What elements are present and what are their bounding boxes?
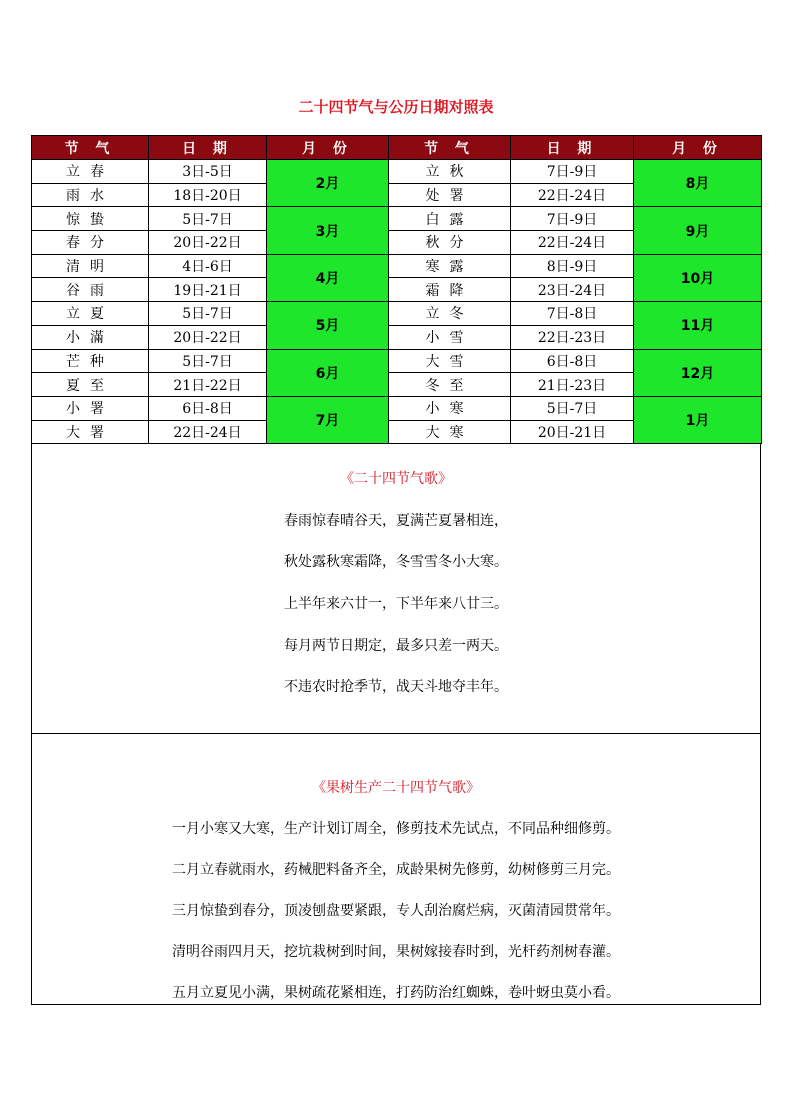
- term-cell: 立夏: [32, 302, 149, 326]
- date-cell: 6日-8日: [511, 349, 634, 373]
- song2-line: 二月立春就雨水，药械肥料备齐全，成龄果树先修剪，幼树修剪三月完。: [172, 862, 620, 878]
- month-cell: 5月: [267, 302, 389, 349]
- date-cell: 7日-9日: [511, 160, 634, 184]
- date-cell: 5日-7日: [149, 207, 267, 231]
- term-cell: 惊蛰: [32, 207, 149, 231]
- month-cell: 7月: [267, 396, 389, 443]
- song2-title: 《果树生产二十四节气歌》: [312, 780, 480, 796]
- term-cell: 冬至: [389, 373, 511, 397]
- header-date-left: 日 期: [149, 136, 267, 160]
- date-cell: 7日-8日: [511, 302, 634, 326]
- date-cell: 3日-5日: [149, 160, 267, 184]
- term-cell: 雨水: [32, 183, 149, 207]
- header-term-right: 节 气: [389, 136, 511, 160]
- date-cell: 5日-7日: [149, 349, 267, 373]
- date-cell: 21日-23日: [511, 373, 634, 397]
- song1-line: 春雨惊春晴谷天，夏满芒夏暑相连，: [284, 513, 508, 529]
- solar-terms-song-box: [31, 444, 761, 734]
- month-cell: 1月: [634, 396, 762, 443]
- table-row: [32, 302, 762, 326]
- song1-line: 不违农时抢季节，战天斗地夺丰年。: [284, 679, 508, 695]
- term-cell: 谷雨: [32, 278, 149, 302]
- table-row: [32, 396, 762, 420]
- song1-line: 每月两节日期定，最多只差一两天。: [284, 638, 508, 654]
- header-month-right: 月 份: [634, 136, 762, 160]
- month-cell: 12月: [634, 349, 762, 396]
- term-cell: 大署: [32, 420, 149, 444]
- date-cell: 22日-23日: [511, 325, 634, 349]
- term-cell: 处署: [389, 183, 511, 207]
- month-cell: 10月: [634, 254, 762, 301]
- term-cell: 寒露: [389, 254, 511, 278]
- term-cell: 小寒: [389, 396, 511, 420]
- term-cell: 立春: [32, 160, 149, 184]
- date-cell: 22日-24日: [511, 183, 634, 207]
- table-row: [32, 160, 762, 184]
- term-cell: 大雪: [389, 349, 511, 373]
- term-cell: 小滿: [32, 325, 149, 349]
- month-cell: 2月: [267, 160, 389, 207]
- date-cell: 22日-24日: [511, 231, 634, 255]
- song1-line: 秋处露秋寒霜降，冬雪雪冬小大寒。: [284, 554, 508, 570]
- month-cell: 11月: [634, 302, 762, 349]
- header-term-left: 节 气: [32, 136, 149, 160]
- term-cell: 霜降: [389, 278, 511, 302]
- month-cell: 4月: [267, 254, 389, 301]
- date-cell: 7日-9日: [511, 207, 634, 231]
- term-cell: 立冬: [389, 302, 511, 326]
- song2-line: 清明谷雨四月天，挖坑栽树到时间，果树嫁接春时到，光杆药剂树春灌。: [172, 944, 620, 960]
- date-cell: 23日-24日: [511, 278, 634, 302]
- header-month-left: 月 份: [267, 136, 389, 160]
- table-row: [32, 207, 762, 231]
- term-cell: 清明: [32, 254, 149, 278]
- date-cell: 20日-22日: [149, 231, 267, 255]
- term-cell: 芒种: [32, 349, 149, 373]
- song2-line: 一月小寒又大寒，生产计划订周全，修剪技术先试点，不同品种细修剪。: [172, 821, 620, 837]
- date-cell: 8日-9日: [511, 254, 634, 278]
- month-cell: 8月: [634, 160, 762, 207]
- date-cell: 5日-7日: [511, 396, 634, 420]
- table-row: [32, 349, 762, 373]
- date-cell: 5日-7日: [149, 302, 267, 326]
- date-cell: 20日-21日: [511, 420, 634, 444]
- term-cell: 秋分: [389, 231, 511, 255]
- date-cell: 21日-22日: [149, 373, 267, 397]
- term-cell: 小雪: [389, 325, 511, 349]
- date-cell: 4日-6日: [149, 254, 267, 278]
- date-cell: 20日-22日: [149, 325, 267, 349]
- date-cell: 19日-21日: [149, 278, 267, 302]
- header-date-right: 日 期: [511, 136, 634, 160]
- date-cell: 22日-24日: [149, 420, 267, 444]
- term-cell: 白露: [389, 207, 511, 231]
- solar-terms-table: [31, 135, 762, 444]
- month-cell: 3月: [267, 207, 389, 254]
- song1-line: 上半年来六廿一，下半年来八廿三。: [284, 596, 508, 612]
- term-cell: 立秋: [389, 160, 511, 184]
- term-cell: 小署: [32, 396, 149, 420]
- month-cell: 6月: [267, 349, 389, 396]
- table-header-row: [32, 136, 762, 160]
- table-row: [32, 254, 762, 278]
- page-title: 二十四节气与公历日期对照表: [298, 98, 494, 116]
- song1-title: 《二十四节气歌》: [340, 471, 452, 487]
- orchard-song-box: [31, 733, 761, 1005]
- date-cell: 18日-20日: [149, 183, 267, 207]
- date-cell: 6日-8日: [149, 396, 267, 420]
- term-cell: 夏至: [32, 373, 149, 397]
- song2-line: 五月立夏见小满，果树疏花紧相连，打药防治红蜘蛛，卷叶蚜虫莫小看。: [172, 985, 620, 1001]
- song2-line: 三月惊蛰到春分，顶凌刨盘要紧跟，专人刮治腐烂病，灭菌清园贯常年。: [172, 903, 620, 919]
- month-cell: 9月: [634, 207, 762, 254]
- term-cell: 大寒: [389, 420, 511, 444]
- term-cell: 春分: [32, 231, 149, 255]
